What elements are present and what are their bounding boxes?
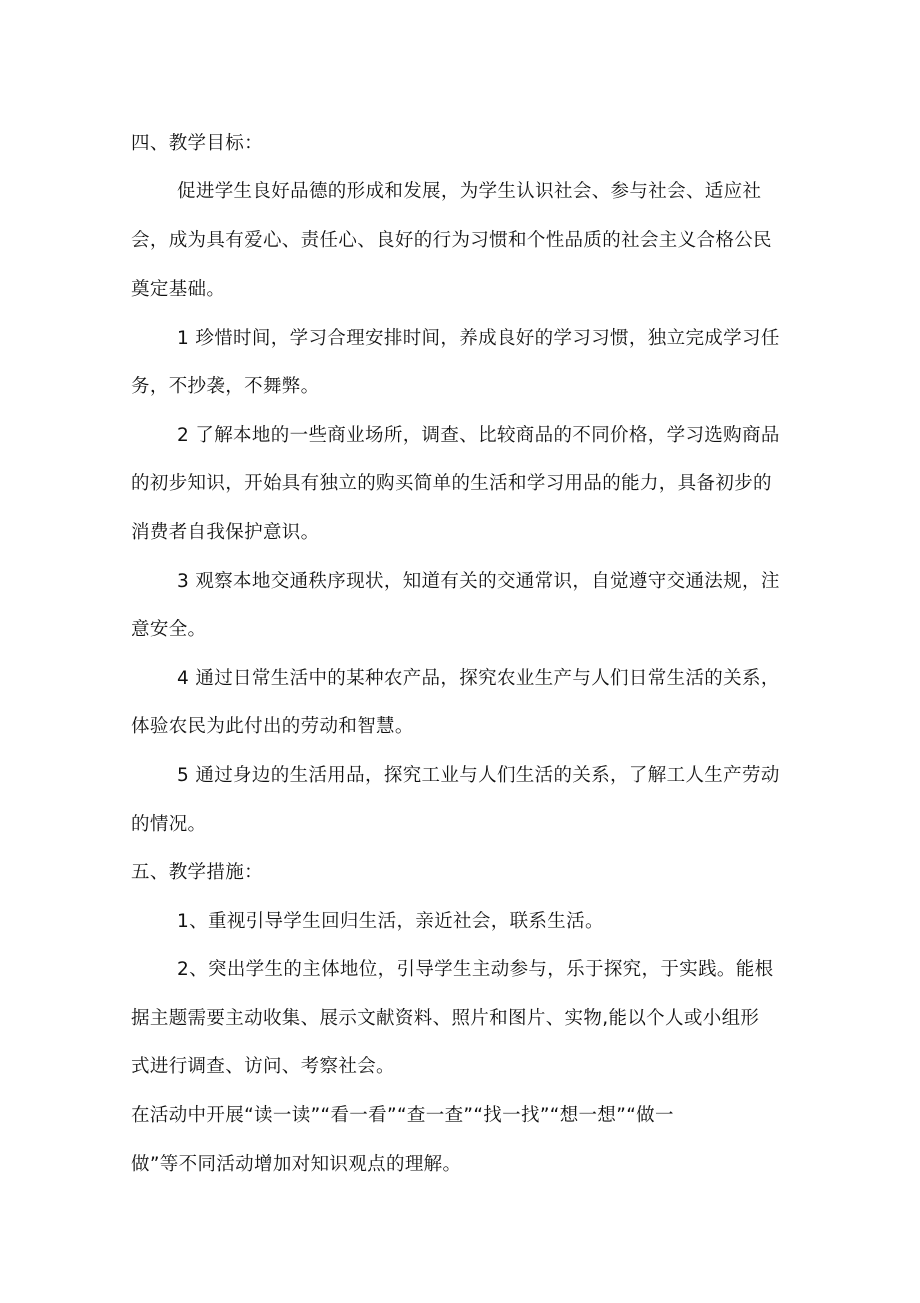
goal-2-line-3: 消费者自我保护意识。 <box>131 522 320 543</box>
goal-1-line-2: 务，不抄袭，不舞弊。 <box>131 376 320 397</box>
closing-line-1: 在活动中开展“读一读”“看一看”“查一查”“找一找”“想一想”“做一 <box>131 1105 674 1126</box>
goal-4-line-2: 体验农民为此付出的劳动和智慧。 <box>131 716 414 737</box>
section-5-heading: 五、教学措施： <box>131 862 263 883</box>
intro-line-3: 奠定基础。 <box>131 279 226 300</box>
measure-2-line-3: 式进行调查、访问、考察社会。 <box>131 1056 395 1077</box>
goal-3-line-2: 意安全。 <box>131 619 207 640</box>
goal-3-line-1: 3 观察本地交通秩序现状，知道有关的交通常识，自觉遵守交通法规，注 <box>177 571 780 592</box>
goal-5-line-1: 5 通过身边的生活用品，探究工业与人们生活的关系，了解工人生产劳动 <box>177 765 780 786</box>
goal-1-line-1: 1 珍惜时间，学习合理安排时间，养成良好的学习习惯，独立完成学习任 <box>177 328 780 349</box>
goal-2-line-2: 的初步知识，开始具有独立的购买简单的生活和学习用品的能力，具备初步的 <box>131 473 772 494</box>
goal-5-line-2: 的情况。 <box>131 814 207 835</box>
section-4-heading: 四、教学目标： <box>131 133 263 154</box>
intro-line-1: 促进学生良好品德的形成和发展，为学生认识社会、参与社会、适应社 <box>177 181 762 202</box>
goal-4-line-1: 4 通过日常生活中的某种农产品，探究农业生产与人们日常生活的关系， <box>177 668 780 689</box>
intro-line-2: 会，成为具有爱心、责任心、良好的行为习惯和个性品质的社会主义合格公民 <box>131 230 772 251</box>
measure-2-line-1: 2、突出学生的主体地位，引导学生主动参与，乐于探究，于实践。能根 <box>177 959 774 980</box>
closing-line-2: 做”等不同活动增加对知识观点的理解。 <box>131 1154 462 1175</box>
measure-2-line-2: 据主题需要主动收集、展示文献资料、照片和图片、实物,能以个人或小组形 <box>131 1008 760 1029</box>
measure-1-line-1: 1、重视引导学生回归生活，亲近社会，联系生活。 <box>177 911 604 932</box>
goal-2-line-1: 2 了解本地的一些商业场所，调查、比较商品的不同价格，学习选购商品 <box>177 425 780 446</box>
